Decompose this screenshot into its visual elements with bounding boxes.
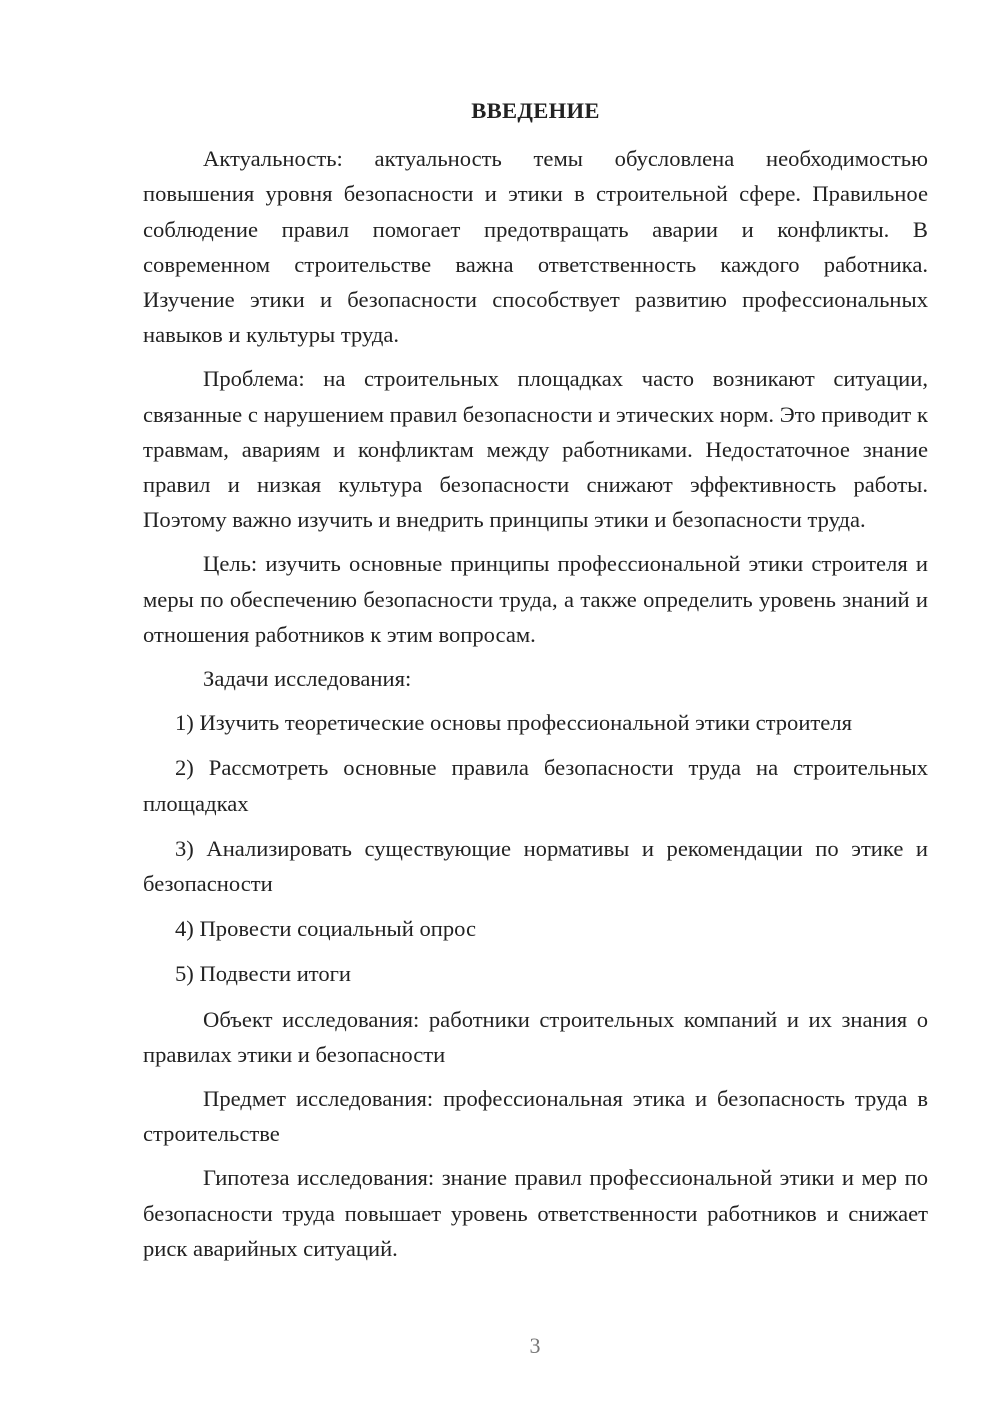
paragraph-hypothesis: Гипотеза исследования: знание правил профессиональной этики и мер по безопасности труда повышает уровень ответственности работников и снижает риск аварийных ситуаций. bbox=[143, 1165, 928, 1261]
paragraph-goal: Цель: изучить основные принципы профессиональной этики строителя и меры по обеспечению безопасности труда, а также определить уровень знаний и отношения работников к этим вопросам. bbox=[143, 551, 928, 647]
paragraph-object: Объект исследования: работники строительных компаний и их знания о правилах этики и безопасности bbox=[143, 1006, 928, 1067]
task-item-4: 4) Провести социальный опрос bbox=[175, 916, 477, 942]
tasks-heading: Задачи исследования: bbox=[203, 666, 412, 692]
task-item-5: 5) Подвести итоги bbox=[175, 961, 352, 987]
paragraph-problem: Проблема: на строительных площадках часто возникают ситуации, связанные с нарушением правил безопасности и этических норм. Это приводит к травмам, авариям и конфликтам между работниками. Недостаточное знание правил и низкая культура безопасности снижают эффективность работы. Поэтому важно изучить и внедрить принципы этики и безопасности труда. bbox=[143, 366, 928, 533]
task-item-2: 2) Рассмотреть основные правила безопасности труда на строительных площадках bbox=[143, 755, 928, 816]
page-title: ВВЕДЕНИЕ bbox=[471, 98, 600, 123]
task-item-3: 3) Анализировать существующие нормативы и рекомендации по этике и безопасности bbox=[143, 835, 928, 897]
task-item-1: 1) Изучить теоретические основы профессиональной этики строителя bbox=[175, 710, 852, 736]
paragraph-relevance: Актуальность: актуальность темы обусловлена необходимостью повышения уровня безопасности и этики в строительной сфере. Правильное соблюдение правил помогает предотвращать аварии и конфликты. В современном строительстве важна ответственность каждого работника. Изучение этики и безопасности способствует развитию профессиональных навыков и культуры труда. bbox=[143, 146, 928, 348]
paragraph-subject: Предмет исследования: профессиональная этика и безопасность труда в строительстве bbox=[143, 1086, 928, 1147]
document-body bbox=[143, 93, 928, 1275]
page-number: 3 bbox=[529, 1333, 541, 1358]
